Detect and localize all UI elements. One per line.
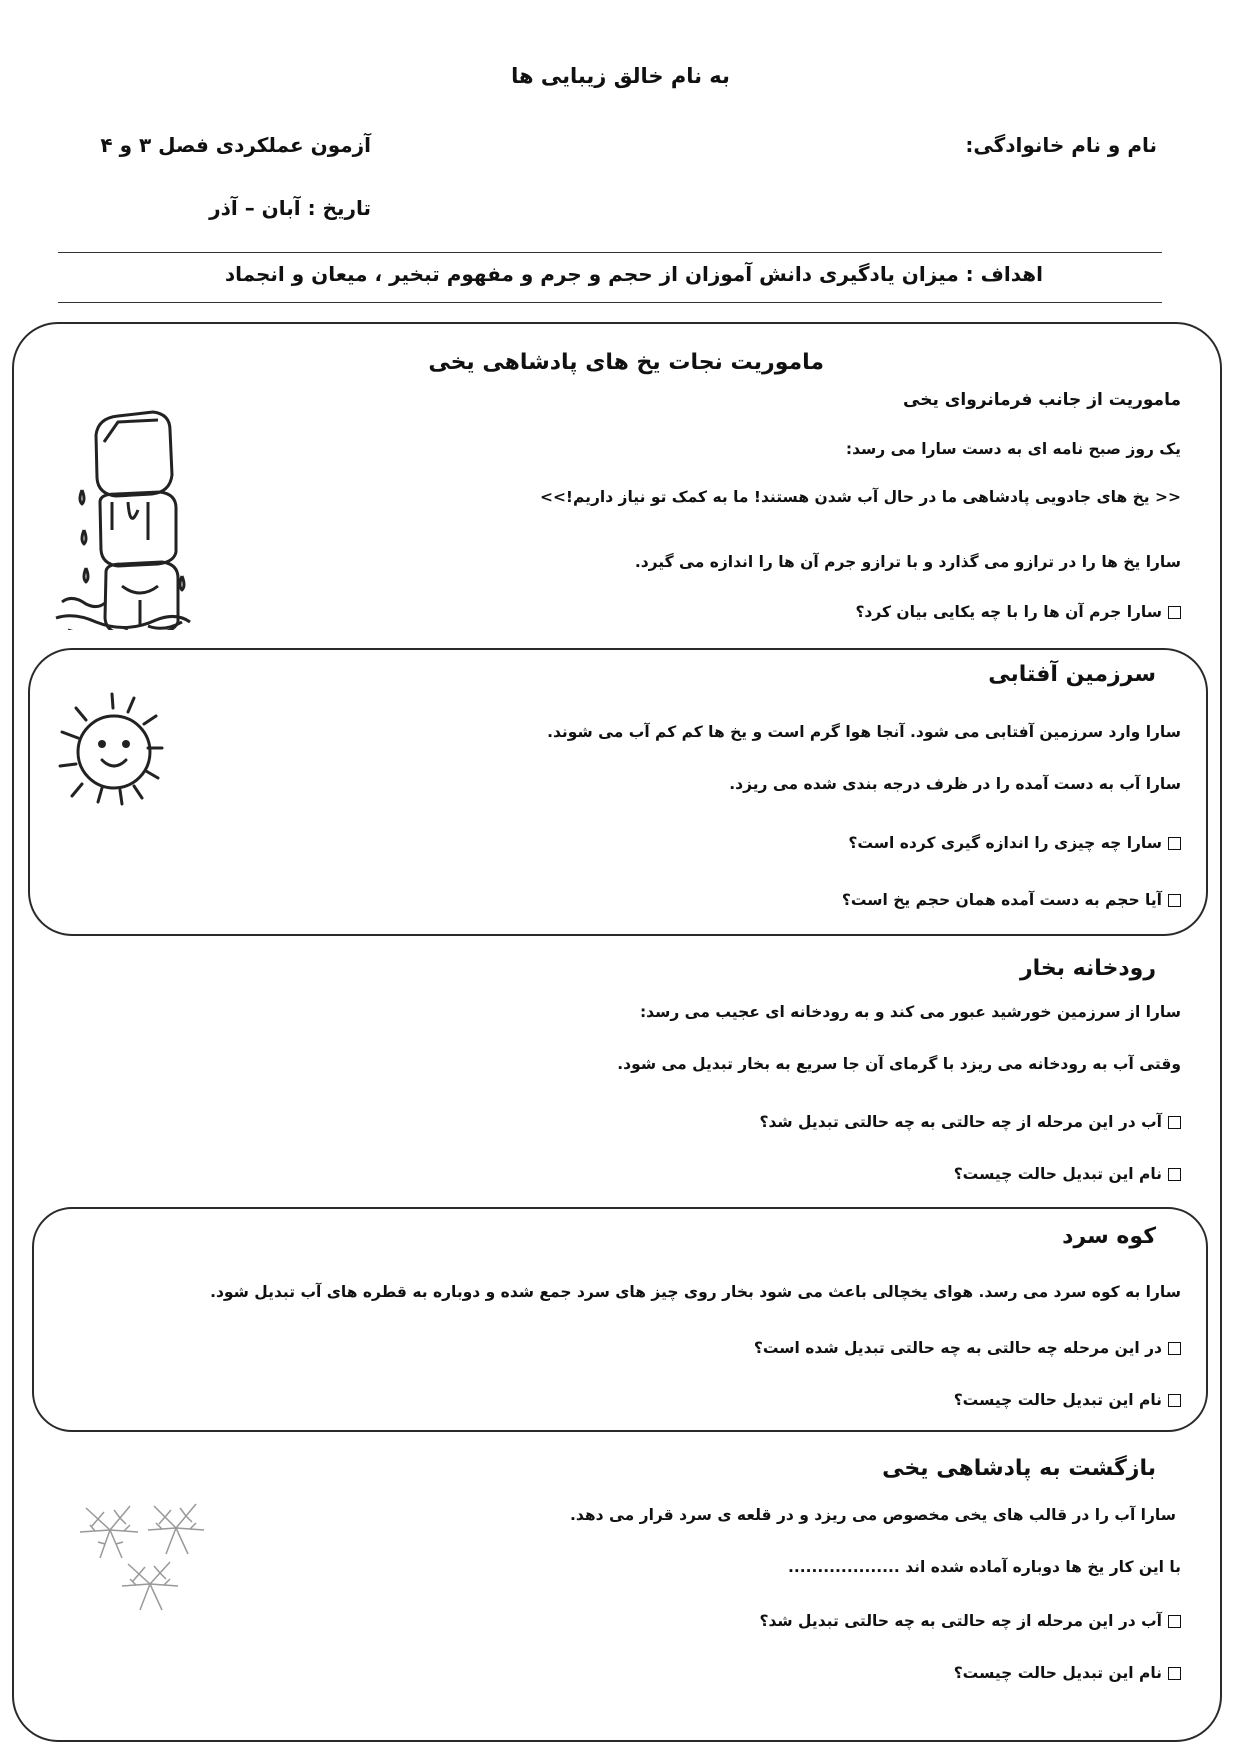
steam-river-title: رودخانه بخار xyxy=(1019,956,1156,981)
question-text: در این مرحله چه حالتی به چه حالتی تبدیل شده است؟ xyxy=(753,1339,1162,1357)
mission-title: ماموریت نجات یخ های پادشاهی یخی xyxy=(428,350,824,375)
objectives-top-divider xyxy=(58,252,1162,253)
steam-river-line-1: سارا از سرزمین خورشید عبور می کند و به رودخانه ای عجیب می رسد: xyxy=(639,1003,1181,1021)
answer-checkbox[interactable] xyxy=(1168,1342,1181,1355)
answer-checkbox[interactable] xyxy=(1168,606,1181,619)
sunny-land-line-2: سارا آب به دست آمده را در ظرف درجه بندی شده می ریزد. xyxy=(729,775,1181,793)
objectives-text: اهداف : میزان یادگیری دانش آموزان از حجم و جرم و مفهوم تبخیر ، میعان و انجماد xyxy=(224,262,1043,286)
steam-river-line-2: وقتی آب به رودخانه می ریزد با گرمای آن جا سریع به بخار تبدیل می شود. xyxy=(617,1055,1181,1073)
answer-checkbox[interactable] xyxy=(1168,837,1181,850)
smiling-sun-icon xyxy=(52,690,182,820)
sunny-land-line-1: سارا وارد سرزمین آفتابی می شود. آنجا هوا گرم است و یخ ها کم کم آب می شوند. xyxy=(547,723,1181,741)
question-text: نام این تبدیل حالت چیست؟ xyxy=(953,1165,1162,1183)
exam-title: آزمون عملکردی فصل ۳ و ۴ xyxy=(100,133,371,157)
cold-mountain-line-1: سارا به کوه سرد می رسد. هوای یخچالی باعث می شود بخار روی چیز های سرد جمع شده و دوباره به قطره های آب تبدیل شود. xyxy=(210,1283,1181,1301)
mission-subtitle: ماموریت از جانب فرمانروای یخی xyxy=(903,390,1181,410)
answer-checkbox[interactable] xyxy=(1168,894,1181,907)
mission-question-1[interactable] xyxy=(855,603,1181,621)
return-kingdom-question-1[interactable] xyxy=(759,1612,1181,1630)
return-kingdom-line-1: سارا آب را در قالب های یخی مخصوص می ریزد و در قلعه ی سرد قرار می دهد. xyxy=(570,1506,1176,1524)
answer-checkbox[interactable] xyxy=(1168,1394,1181,1407)
mission-line-1: یک روز صبح نامه ای به دست سارا می رسد: xyxy=(845,440,1181,458)
objectives-bottom-divider xyxy=(58,302,1162,303)
cold-mountain-question-1[interactable] xyxy=(754,1339,1181,1357)
basmala-heading: به نام خالق زیبایی ها xyxy=(511,64,730,88)
return-kingdom-question-2[interactable] xyxy=(954,1664,1181,1682)
steam-river-question-1[interactable] xyxy=(759,1113,1181,1131)
student-name-label: نام و نام خانوادگی: xyxy=(965,133,1157,157)
mission-line-3: سارا یخ ها را در ترازو می گذارد و با ترازو جرم آن ها را اندازه می گیرد. xyxy=(634,553,1181,571)
cold-mountain-question-2[interactable] xyxy=(954,1391,1181,1409)
question-text: آب در این مرحله از چه حالتی به چه حالتی تبدیل شد؟ xyxy=(759,1612,1162,1630)
exam-date: تاریخ : آبان – آذر xyxy=(209,196,371,220)
sunny-land-question-1[interactable] xyxy=(848,834,1181,852)
sunny-land-title: سرزمین آفتابی xyxy=(988,662,1156,687)
cold-mountain-title: کوه سرد xyxy=(1062,1224,1156,1249)
snowflakes-icon xyxy=(72,1490,222,1620)
return-kingdom-line-2: با این کار یخ ها دوباره آماده شده اند ................... xyxy=(787,1558,1181,1576)
question-text: آیا حجم به دست آمده همان حجم یخ است؟ xyxy=(841,891,1162,909)
steam-river-question-2[interactable] xyxy=(954,1165,1181,1183)
question-text: سارا جرم آن ها را با چه یکایی بیان کرد؟ xyxy=(855,603,1162,621)
sunny-land-question-2[interactable] xyxy=(842,891,1181,909)
mission-line-2: << یخ های جادویی پادشاهی ما در حال آب شدن هستند! ما به کمک تو نیاز داریم!>> xyxy=(539,488,1181,506)
question-text: آب در این مرحله از چه حالتی به چه حالتی تبدیل شد؟ xyxy=(759,1113,1162,1131)
return-kingdom-title: بازگشت به پادشاهی یخی xyxy=(882,1456,1156,1481)
answer-checkbox[interactable] xyxy=(1168,1168,1181,1181)
question-text: نام این تبدیل حالت چیست؟ xyxy=(953,1391,1162,1409)
answer-checkbox[interactable] xyxy=(1168,1116,1181,1129)
answer-checkbox[interactable] xyxy=(1168,1667,1181,1680)
answer-checkbox[interactable] xyxy=(1168,1615,1181,1628)
question-text: نام این تبدیل حالت چیست؟ xyxy=(953,1664,1162,1682)
melting-ice-cubes-icon xyxy=(48,390,208,630)
question-text: سارا چه چیزی را اندازه گیری کرده است؟ xyxy=(848,834,1162,852)
